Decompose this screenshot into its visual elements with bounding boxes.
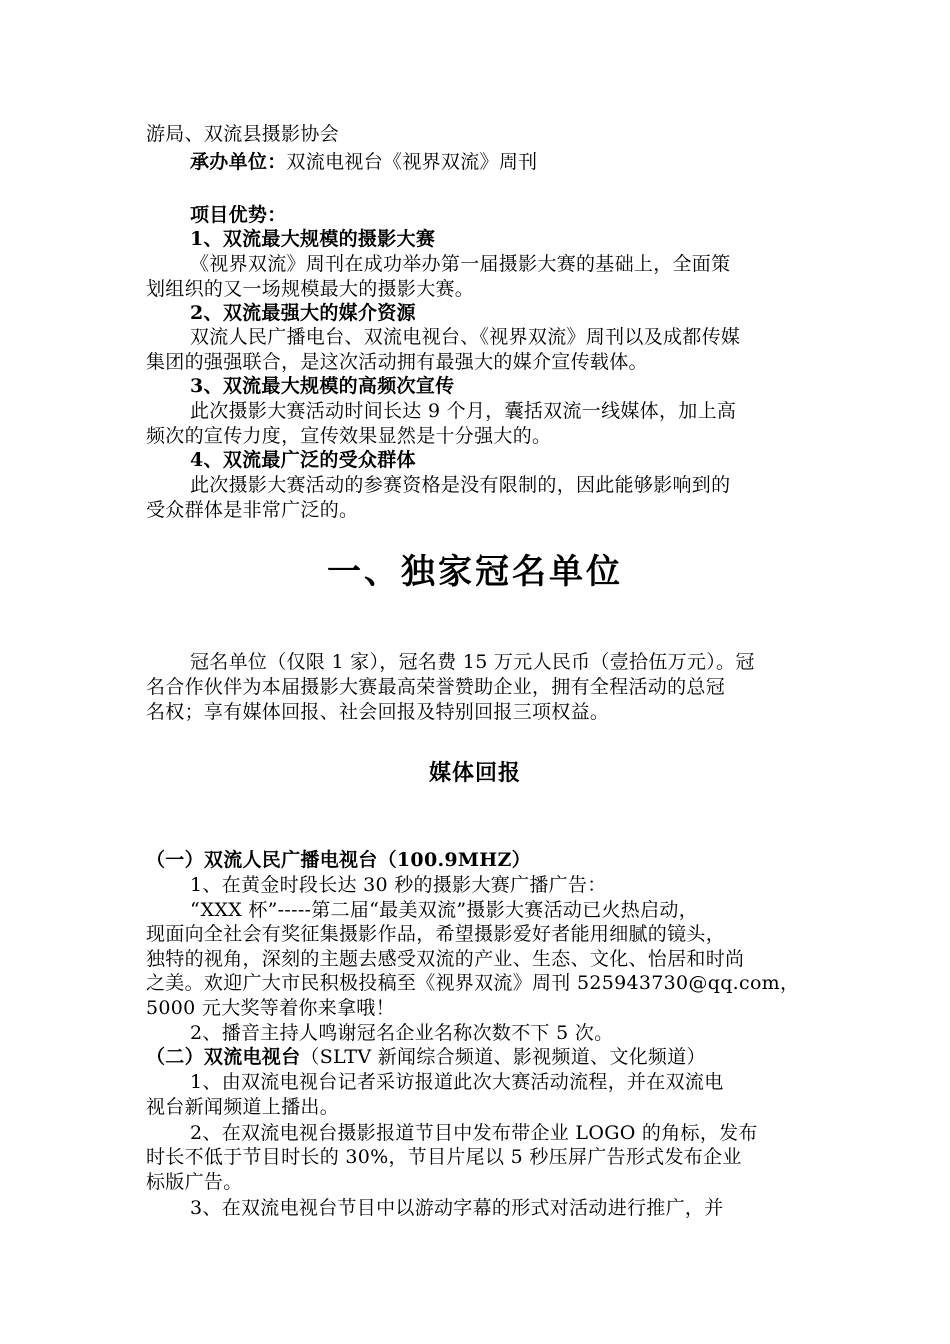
advantage-text: 集团的强强联合，是这次活动拥有最强大的媒介宣传载体。 xyxy=(146,351,648,373)
advantage-text: 频次的宣传力度，宣传效果显然是十分强大的。 xyxy=(146,425,552,447)
tv-heading xyxy=(146,1045,706,1069)
advantage-title: 3、双流最大规模的高频次宣传 xyxy=(190,375,455,397)
radio-item: 1、在黄金时段长达 30 秒的摄影大赛广播广告： xyxy=(190,874,607,896)
organizer-label: 承办单位： xyxy=(190,151,287,173)
media-title: 媒体回报 xyxy=(428,760,521,786)
radio-item: 2、播音主持人鸣谢冠名企业名称次数不下 5 次。 xyxy=(190,1022,614,1044)
radio-quote: 现面向全社会有奖征集摄影作品，希望摄影爱好者能用细腻的镜头， xyxy=(146,923,726,945)
section-title: 一、独家冠名单位 xyxy=(327,552,623,592)
tv-item: 标版广告。 xyxy=(146,1171,243,1193)
tv-heading-note: （SLTV 新闻综合频道、影视频道、文化频道） xyxy=(300,1046,706,1068)
advantage-title: 4、双流最广泛的受众群体 xyxy=(190,449,416,471)
tv-item: 视台新闻频道上播出。 xyxy=(146,1096,340,1118)
advantage-text: 划组织的又一场规模最大的摄影大赛。 xyxy=(146,278,475,300)
radio-quote: 之美。欢迎广大市民积极投稿至《视界双流》周刊 525943730@qq.com， xyxy=(146,972,800,994)
advantage-title: 1、双流最大规模的摄影大赛 xyxy=(190,228,436,250)
radio-quote: 独特的视角，深刻的主题去感受双流的产业、生态、文化、怡居和时尚 xyxy=(146,948,745,970)
tv-item: 1、由双流电视台记者采访报道此次大赛活动流程，并在双流电 xyxy=(190,1071,724,1093)
advantage-text: 受众群体是非常广泛的。 xyxy=(146,499,359,521)
organizer-line xyxy=(190,150,537,174)
advantage-text: 此次摄影大赛活动的参赛资格是没有限制的，因此能够影响到的 xyxy=(190,474,731,496)
sponsor-paragraph: 名权；享有媒体回报、社会回报及特别回报三项权益。 xyxy=(146,701,610,723)
radio-quote: 5000 元大奖等着你来拿哦！ xyxy=(146,997,395,1019)
radio-heading: （一）双流人民广播电视台（100.9MHZ） xyxy=(146,849,531,871)
tv-item: 时长不低于节目时长的 30%，节目片尾以 5 秒压屏广告形式发布企业 xyxy=(146,1146,742,1168)
tv-item: 3、在双流电视台节目中以游动字幕的形式对活动进行推广，并 xyxy=(190,1197,724,1219)
radio-quote: “XXX 杯”-----第二届“最美双流”摄影大赛活动已火热启动， xyxy=(190,899,699,921)
advantages-heading: 项目优势： xyxy=(190,204,287,226)
tv-heading-title: （二）双流电视台 xyxy=(146,1046,301,1068)
tv-item: 2、在双流电视台摄影报道节目中发布带企业 LOGO 的角标，发布 xyxy=(190,1122,758,1144)
sponsor-paragraph: 名合作伙伴为本届摄影大赛最高荣誉赞助企业，拥有全程活动的总冠 xyxy=(146,676,726,698)
advantage-text: 此次摄影大赛活动时间长达 9 个月，囊括双流一线媒体，加上高 xyxy=(190,400,737,422)
intro-line: 游局、双流县摄影协会 xyxy=(146,123,340,145)
advantage-title: 2、双流最强大的媒介资源 xyxy=(190,302,416,324)
sponsor-paragraph: 冠名单位（仅限 1 家），冠名费 15 万元人民币（壹拾伍万元）。冠 xyxy=(190,651,755,673)
advantage-text: 双流人民广播电台、双流电视台、《视界双流》周刊以及成都传媒 xyxy=(190,326,741,348)
organizer-value: 双流电视台《视界双流》周刊 xyxy=(286,151,538,173)
advantage-text: 《视界双流》周刊在成功举办第一届摄影大赛的基础上，全面策 xyxy=(190,253,731,275)
